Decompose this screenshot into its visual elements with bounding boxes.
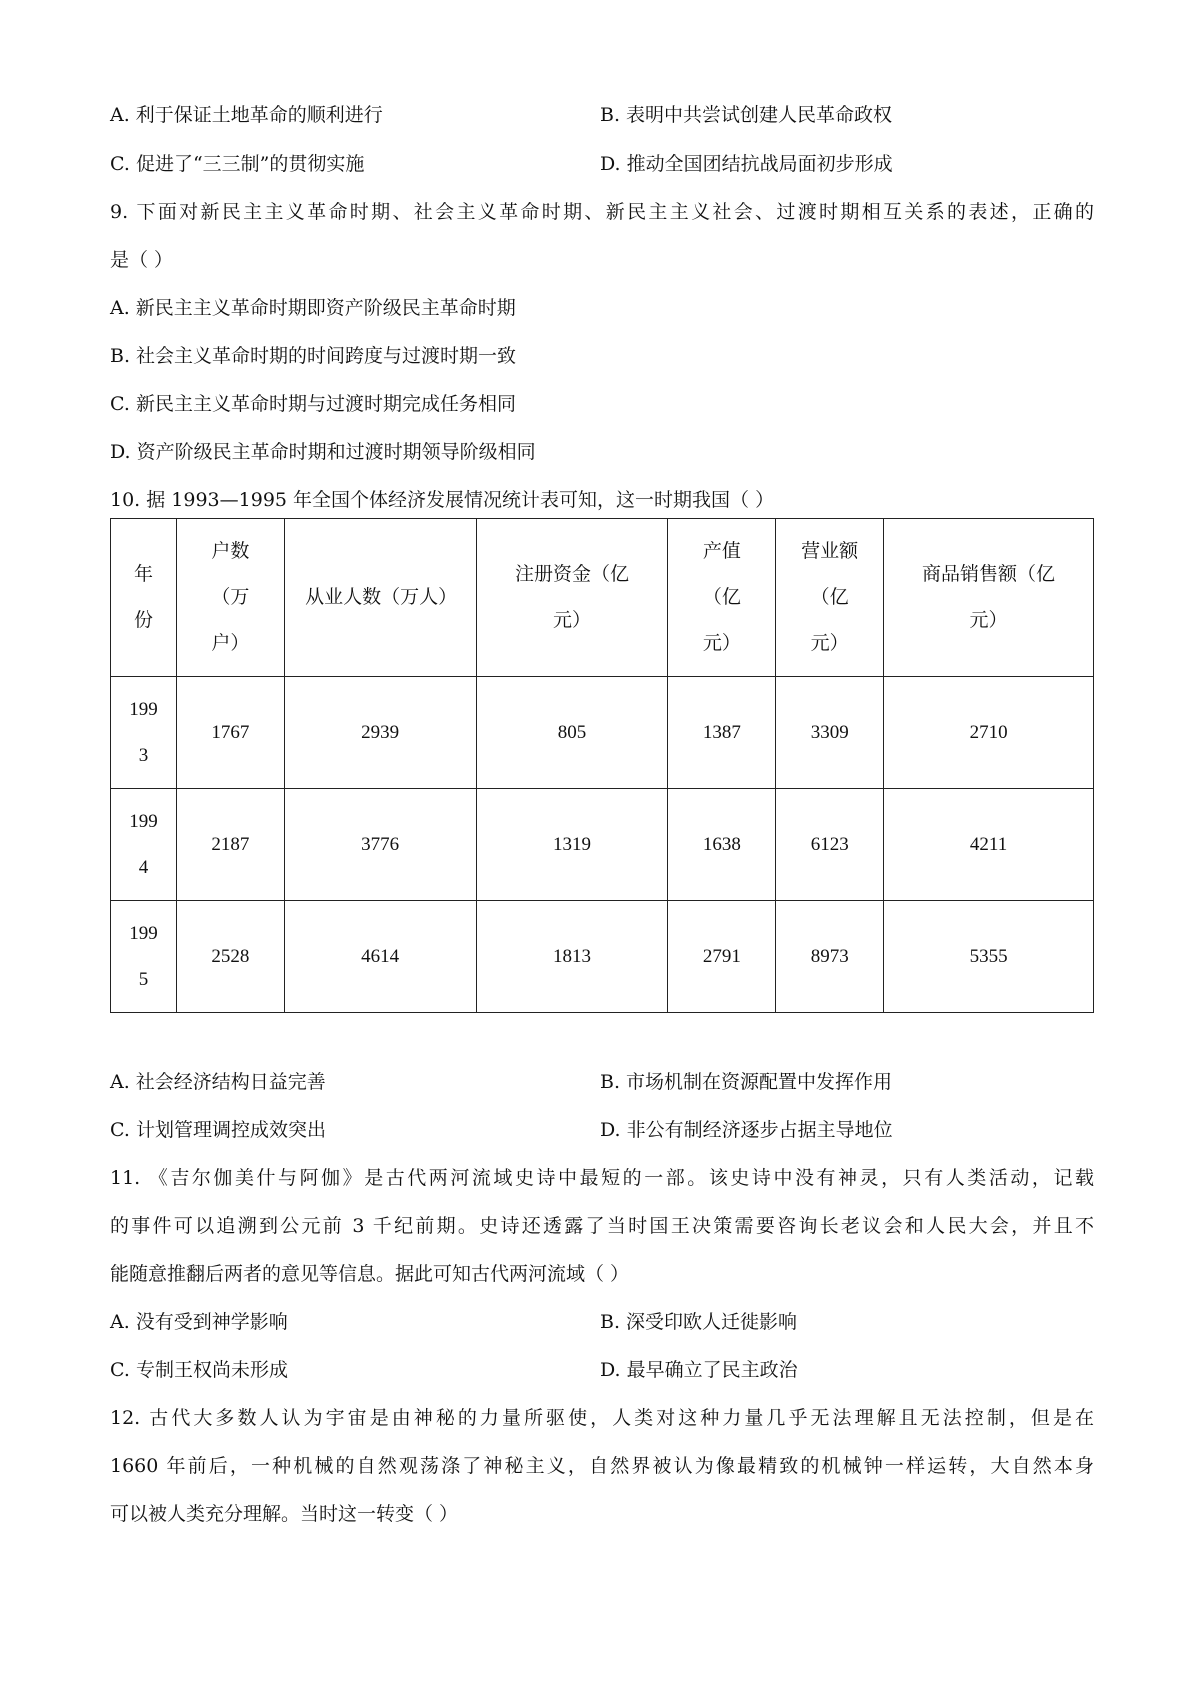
q12-stem-line1: 12. 古代大多数人认为宇宙是由神秘的力量所驱使，人类对这种力量几乎无法理解且无法控制，但是在: [110, 1407, 1094, 1429]
q11-stem-line1: 11. 《吉尔伽美什与阿伽》是古代两河流域史诗中最短的一部。该史诗中没有神灵，只有人类活动，记载: [110, 1167, 1094, 1189]
q11-option-c: C. 专制王权尚未形成: [110, 1359, 288, 1381]
table-row: [111, 677, 1094, 789]
q11-stem-line3: 能随意推翻后两者的意见等信息。据此可知古代两河流域（ ）: [110, 1263, 630, 1285]
q10-option-d: D. 非公有制经济逐步占据主导地位: [600, 1119, 893, 1141]
table-cell: 2528: [176, 901, 284, 1013]
q10-option-b: B. 市场机制在资源配置中发挥作用: [600, 1071, 893, 1093]
table-cell: 805: [476, 677, 668, 789]
q12-stem-line3: 可以被人类充分理解。当时这一转变（ ）: [110, 1503, 459, 1525]
table-cell: 2187: [176, 789, 284, 901]
q11-stem-line2: 的事件可以追溯到公元前 3 千纪前期。史诗还透露了当时国王决策需要咨询长老议会和人民大会，并且不: [110, 1215, 1094, 1237]
q11-option-b: B. 深受印欧人迁徙影响: [600, 1311, 798, 1333]
cell-year: 1994: [111, 789, 177, 901]
q12-stem-line2: 1660 年前后，一种机械的自然观荡涤了神秘主义，自然界被认为像最精致的机械钟一样运转，大自然本身: [110, 1455, 1094, 1477]
table-cell: 4211: [884, 789, 1094, 901]
q8-option-c: C. 促进了“三三制”的贯彻实施: [110, 153, 365, 175]
q10-stem: 10. 据 1993—1995 年全国个体经济发展情况统计表可知，这一时期我国（ ）: [110, 489, 775, 511]
table-cell: 1767: [176, 677, 284, 789]
table-cell: 3776: [284, 789, 476, 901]
cell-year: 1993: [111, 677, 177, 789]
table-cell: 1387: [668, 677, 776, 789]
table-cell: 5355: [884, 901, 1094, 1013]
table-row: [111, 789, 1094, 901]
q9-option-c: C. 新民主主义革命时期与过渡时期完成任务相同: [110, 393, 516, 415]
statistics-table: [110, 518, 1094, 1013]
q9-stem-line1: 9. 下面对新民主主义革命时期、社会主义革命时期、新民主主义社会、过渡时期相互关系的表述，正确的: [110, 201, 1094, 223]
q8-option-d: D. 推动全国团结抗战局面初步形成: [600, 153, 893, 175]
header-year: 年份: [111, 519, 177, 677]
table-cell: 1813: [476, 901, 668, 1013]
header-employees: 从业人数（万人）: [284, 519, 476, 677]
q9-stem-line2: 是（ ）: [110, 249, 174, 271]
table-cell: 8973: [776, 901, 884, 1013]
q10-option-a: A. 社会经济结构日益完善: [110, 1071, 326, 1093]
header-sales: 商品销售额（亿元）: [884, 519, 1094, 677]
q9-option-a: A. 新民主主义革命时期即资产阶级民主革命时期: [110, 297, 516, 319]
header-households: 户数（万户）: [176, 519, 284, 677]
q9-option-b: B. 社会主义革命时期的时间跨度与过渡时期一致: [110, 345, 517, 367]
table-cell: 2791: [668, 901, 776, 1013]
q10-option-c: C. 计划管理调控成效突出: [110, 1119, 326, 1141]
table-row: [111, 901, 1094, 1013]
header-turnover: 营业额（亿元）: [776, 519, 884, 677]
header-output-value: 产值（亿元）: [668, 519, 776, 677]
q8-option-b: B. 表明中共尝试创建人民革命政权: [600, 104, 893, 126]
header-registered-capital: 注册资金（亿元）: [476, 519, 668, 677]
table-cell: 1638: [668, 789, 776, 901]
q9-option-d: D. 资产阶级民主革命时期和过渡时期领导阶级相同: [110, 441, 536, 463]
table-cell: 6123: [776, 789, 884, 901]
table-cell: 1319: [476, 789, 668, 901]
table-cell: 4614: [284, 901, 476, 1013]
table-cell: 3309: [776, 677, 884, 789]
table-cell: 2939: [284, 677, 476, 789]
cell-year: 1995: [111, 901, 177, 1013]
table-cell: 2710: [884, 677, 1094, 789]
q8-option-a: A. 利于保证土地革命的顺利进行: [110, 104, 383, 126]
q11-option-d: D. 最早确立了民主政治: [600, 1359, 798, 1381]
q11-option-a: A. 没有受到神学影响: [110, 1311, 288, 1333]
table-header-row: [111, 519, 1094, 677]
